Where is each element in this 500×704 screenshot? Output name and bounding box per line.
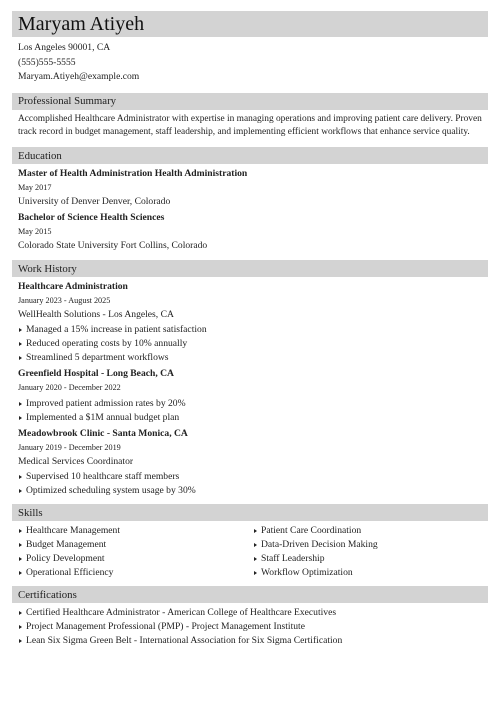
- job-title: Healthcare Administration: [18, 281, 128, 293]
- list-item: Optimized scheduling system usage by 30%: [18, 484, 488, 498]
- summary-heading: Professional Summary: [18, 95, 117, 107]
- job-item: [18, 280, 488, 365]
- list-item: Policy Development: [18, 552, 253, 566]
- list-item: Reduced operating costs by 10% annually: [18, 337, 488, 351]
- job-bullets: [18, 323, 488, 365]
- education-item: [18, 211, 488, 254]
- job-bullets: [18, 470, 488, 498]
- school-name: Colorado State University Fort Collins, Colorado: [18, 240, 208, 252]
- work-heading: Work History: [18, 262, 77, 275]
- list-item: Staff Leadership: [253, 552, 488, 566]
- school-name: University of Denver Denver, Colorado: [18, 196, 171, 208]
- degree-title: Master of Health Administration Health Administration: [18, 168, 248, 180]
- list-item: Lean Six Sigma Green Belt - International Association for Six Sigma Certification: [18, 634, 488, 648]
- degree-date: May 2015: [18, 227, 52, 237]
- skills-list: [12, 524, 488, 580]
- list-item: Patient Care Coordination: [253, 524, 488, 538]
- contact-phone: (555)555-5555: [18, 56, 76, 68]
- name-header: [12, 11, 488, 37]
- job-title: Greenfield Hospital - Long Beach, CA: [18, 368, 174, 380]
- list-item: Budget Management: [18, 538, 253, 552]
- list-item: Healthcare Management: [18, 524, 253, 538]
- contact-info: [12, 41, 488, 85]
- list-item: Operational Efficiency: [18, 566, 253, 580]
- job-item: [18, 427, 488, 498]
- list-item: Data-Driven Decision Making: [253, 538, 488, 552]
- certifications-list: [18, 606, 488, 648]
- section-heading-education: [12, 147, 488, 164]
- list-item: Certified Healthcare Administrator - American College of Healthcare Executives: [18, 606, 488, 620]
- education-heading: Education: [18, 149, 62, 162]
- candidate-name: Maryam Atiyeh: [18, 13, 145, 35]
- list-item: Project Management Professional (PMP) - Project Management Institute: [18, 620, 488, 634]
- section-heading-skills: [12, 504, 488, 521]
- list-item: Managed a 15% increase in patient satisfaction: [18, 323, 488, 337]
- list-item: Streamlined 5 department workflows: [18, 351, 488, 365]
- job-role: Medical Services Coordinator: [18, 456, 134, 468]
- list-item: Implemented a $1M annual budget plan: [18, 411, 488, 425]
- job-date: January 2023 - August 2025: [18, 296, 111, 306]
- degree-date: May 2017: [18, 183, 52, 193]
- section-heading-work: [12, 260, 488, 277]
- job-item: [18, 367, 488, 425]
- job-date: January 2019 - December 2019: [18, 443, 121, 453]
- list-item: Supervised 10 healthcare staff members: [18, 470, 488, 484]
- degree-title: Bachelor of Science Health Sciences: [18, 212, 165, 224]
- resume: [12, 11, 488, 648]
- certifications-heading: Certifications: [18, 588, 77, 601]
- section-heading-certifications: [12, 586, 488, 603]
- skills-heading: Skills: [18, 506, 43, 519]
- list-item: Improved patient admission rates by 20%: [18, 397, 488, 411]
- list-item: Workflow Optimization: [253, 566, 488, 580]
- job-employer: WellHealth Solutions - Los Angeles, CA: [18, 309, 174, 321]
- contact-email: Maryam.Atiyeh@example.com: [18, 71, 140, 82]
- summary-text: Accomplished Healthcare Administrator with expertise in managing operations and improving patient care delivery. Proven track record in budget management, staff leadership, and implementing efficient workflows that enhance service quality.: [18, 113, 482, 137]
- job-bullets: [18, 397, 488, 425]
- contact-location: Los Angeles 90001, CA: [18, 42, 111, 53]
- job-title: Meadowbrook Clinic - Santa Monica, CA: [18, 428, 188, 440]
- skills-column-right: [253, 524, 488, 580]
- section-heading-summary: [12, 93, 488, 110]
- job-date: January 2020 - December 2022: [18, 383, 121, 393]
- skills-column-left: [18, 524, 253, 580]
- education-item: [18, 167, 488, 210]
